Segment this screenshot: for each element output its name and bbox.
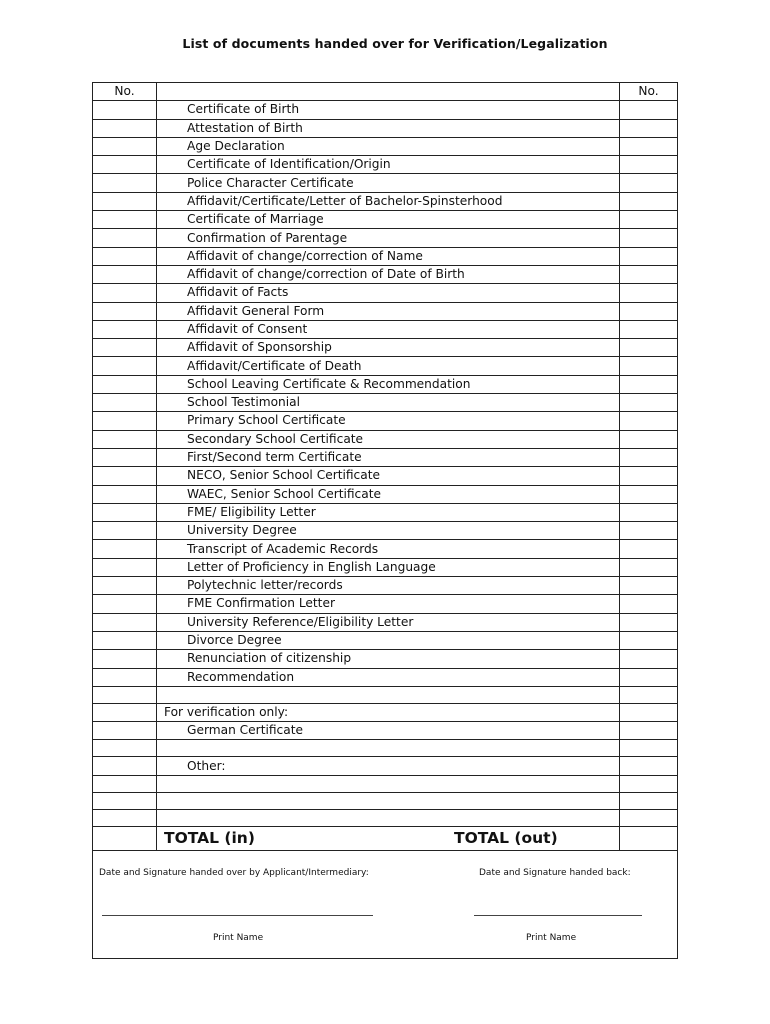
other-row bbox=[93, 757, 678, 775]
left-no-cell bbox=[93, 540, 157, 558]
header-blank bbox=[157, 83, 620, 101]
blank-cell bbox=[157, 775, 620, 792]
right-no-cell bbox=[620, 339, 678, 357]
document-name: NECO, Senior School Certificate bbox=[157, 467, 620, 485]
left-no-cell bbox=[93, 211, 157, 229]
blank-cell bbox=[157, 686, 620, 703]
document-row bbox=[93, 302, 678, 320]
document-row bbox=[93, 595, 678, 613]
right-no-cell bbox=[620, 101, 678, 119]
right-no-cell bbox=[620, 192, 678, 210]
left-no-cell bbox=[93, 485, 157, 503]
document-row bbox=[93, 650, 678, 668]
right-no-cell bbox=[620, 302, 678, 320]
document-name: Letter of Proficiency in English Language bbox=[157, 558, 620, 576]
document-name: WAEC, Senior School Certificate bbox=[157, 485, 620, 503]
left-no-cell bbox=[93, 394, 157, 412]
left-no-cell bbox=[93, 613, 157, 631]
left-no-cell bbox=[93, 503, 157, 521]
right-no-cell bbox=[620, 320, 678, 338]
right-no-cell bbox=[620, 174, 678, 192]
left-no-cell bbox=[93, 595, 157, 613]
document-title: List of documents handed over for Verification/Legalization bbox=[182, 36, 608, 51]
right-no-cell bbox=[620, 412, 678, 430]
document-name: Primary School Certificate bbox=[157, 412, 620, 430]
document-row bbox=[93, 284, 678, 302]
left-no-cell bbox=[93, 775, 157, 792]
right-no-cell bbox=[620, 247, 678, 265]
right-no-cell bbox=[620, 357, 678, 375]
document-name: Certificate of Identification/Origin bbox=[157, 156, 620, 174]
left-no-cell bbox=[93, 558, 157, 576]
document-name: Affidavit General Form bbox=[157, 302, 620, 320]
left-no-cell bbox=[93, 809, 157, 826]
document-row bbox=[93, 192, 678, 210]
other-label: Other: bbox=[157, 757, 620, 775]
left-no-header: No. bbox=[93, 83, 157, 101]
right-no-cell bbox=[620, 394, 678, 412]
document-row bbox=[93, 229, 678, 247]
right-no-cell bbox=[620, 558, 678, 576]
document-row bbox=[93, 522, 678, 540]
right-no-cell bbox=[620, 375, 678, 393]
right-no-cell bbox=[620, 722, 678, 740]
right-no-cell bbox=[620, 577, 678, 595]
right-no-cell bbox=[620, 467, 678, 485]
verification-heading: For verification only: bbox=[157, 703, 620, 721]
left-no-cell bbox=[93, 320, 157, 338]
document-row bbox=[93, 156, 678, 174]
totals-cell bbox=[157, 826, 620, 850]
left-no-cell bbox=[93, 792, 157, 809]
documents-table bbox=[92, 82, 678, 851]
document-row bbox=[93, 503, 678, 521]
document-row bbox=[93, 119, 678, 137]
left-no-cell bbox=[93, 137, 157, 155]
right-no-cell bbox=[620, 792, 678, 809]
handback-signature-line bbox=[474, 915, 642, 916]
document-name: School Testimonial bbox=[157, 394, 620, 412]
right-no-cell bbox=[620, 265, 678, 283]
right-no-cell bbox=[620, 522, 678, 540]
left-no-cell bbox=[93, 229, 157, 247]
left-no-cell bbox=[93, 650, 157, 668]
left-no-cell bbox=[93, 192, 157, 210]
handover-print-name: Print Name bbox=[213, 933, 264, 943]
handback-print-name: Print Name bbox=[526, 933, 577, 943]
right-no-cell bbox=[620, 703, 678, 721]
document-name: Secondary School Certificate bbox=[157, 430, 620, 448]
left-no-cell bbox=[93, 826, 157, 850]
document-row bbox=[93, 137, 678, 155]
document-row bbox=[93, 375, 678, 393]
blank-row bbox=[93, 775, 678, 792]
right-no-cell bbox=[620, 757, 678, 775]
verification-item-row bbox=[93, 722, 678, 740]
document-row bbox=[93, 448, 678, 466]
document-row bbox=[93, 247, 678, 265]
right-no-cell bbox=[620, 119, 678, 137]
document-name: Polytechnic letter/records bbox=[157, 577, 620, 595]
document-name: Certificate of Marriage bbox=[157, 211, 620, 229]
right-no-cell bbox=[620, 631, 678, 649]
left-no-cell bbox=[93, 375, 157, 393]
left-no-cell bbox=[93, 631, 157, 649]
left-no-cell bbox=[93, 668, 157, 686]
left-no-cell bbox=[93, 722, 157, 740]
blank-row bbox=[93, 740, 678, 757]
document-row bbox=[93, 540, 678, 558]
blank-row bbox=[93, 792, 678, 809]
right-no-cell bbox=[620, 156, 678, 174]
document-name: School Leaving Certificate & Recommendation bbox=[157, 375, 620, 393]
total-in-label: TOTAL (in) bbox=[164, 828, 255, 847]
left-no-cell bbox=[93, 284, 157, 302]
document-name: Transcript of Academic Records bbox=[157, 540, 620, 558]
right-no-cell bbox=[620, 668, 678, 686]
document-name: Divorce Degree bbox=[157, 631, 620, 649]
right-no-cell bbox=[620, 211, 678, 229]
right-no-cell bbox=[620, 775, 678, 792]
handover-signature-label: Date and Signature handed over by Applicant/Intermediary: bbox=[99, 868, 369, 878]
document-name: Affidavit of Sponsorship bbox=[157, 339, 620, 357]
document-name: Affidavit of Facts bbox=[157, 284, 620, 302]
document-name: Affidavit/Certificate of Death bbox=[157, 357, 620, 375]
right-no-cell bbox=[620, 485, 678, 503]
right-no-cell bbox=[620, 613, 678, 631]
document-row bbox=[93, 577, 678, 595]
verification-item: German Certificate bbox=[157, 722, 620, 740]
document-row bbox=[93, 558, 678, 576]
document-row bbox=[93, 339, 678, 357]
verification-heading-row bbox=[93, 703, 678, 721]
document-name: Affidavit of Consent bbox=[157, 320, 620, 338]
right-no-header: No. bbox=[620, 83, 678, 101]
document-row bbox=[93, 668, 678, 686]
document-name: Police Character Certificate bbox=[157, 174, 620, 192]
document-name: Affidavit/Certificate/Letter of Bachelor-Spinsterhood bbox=[157, 192, 620, 210]
left-no-cell bbox=[93, 265, 157, 283]
left-no-cell bbox=[93, 740, 157, 757]
total-out-label: TOTAL (out) bbox=[454, 828, 558, 847]
document-name: Certificate of Birth bbox=[157, 101, 620, 119]
document-row bbox=[93, 485, 678, 503]
left-no-cell bbox=[93, 156, 157, 174]
blank-row bbox=[93, 809, 678, 826]
right-no-cell bbox=[620, 430, 678, 448]
totals-row bbox=[93, 826, 678, 850]
right-no-cell bbox=[620, 137, 678, 155]
left-no-cell bbox=[93, 703, 157, 721]
document-row bbox=[93, 430, 678, 448]
right-no-cell bbox=[620, 503, 678, 521]
document-row bbox=[93, 101, 678, 119]
right-no-cell bbox=[620, 284, 678, 302]
left-no-cell bbox=[93, 357, 157, 375]
document-row bbox=[93, 174, 678, 192]
document-row bbox=[93, 412, 678, 430]
verification-form bbox=[92, 82, 678, 959]
left-no-cell bbox=[93, 302, 157, 320]
left-no-cell bbox=[93, 119, 157, 137]
left-no-cell bbox=[93, 448, 157, 466]
handback-signature-label: Date and Signature handed back: bbox=[479, 868, 631, 878]
right-no-cell bbox=[620, 540, 678, 558]
document-row bbox=[93, 357, 678, 375]
document-name: Attestation of Birth bbox=[157, 119, 620, 137]
right-no-cell bbox=[620, 595, 678, 613]
handover-signature-line bbox=[102, 915, 373, 916]
document-name: Confirmation of Parentage bbox=[157, 229, 620, 247]
left-no-cell bbox=[93, 430, 157, 448]
blank-row bbox=[93, 686, 678, 703]
document-name: FME/ Eligibility Letter bbox=[157, 503, 620, 521]
left-no-cell bbox=[93, 412, 157, 430]
document-row bbox=[93, 265, 678, 283]
document-row bbox=[93, 320, 678, 338]
document-row bbox=[93, 631, 678, 649]
document-name: Affidavit of change/correction of Name bbox=[157, 247, 620, 265]
document-name: University Degree bbox=[157, 522, 620, 540]
left-no-cell bbox=[93, 174, 157, 192]
document-row bbox=[93, 211, 678, 229]
document-name: University Reference/Eligibility Letter bbox=[157, 613, 620, 631]
right-no-cell bbox=[620, 826, 678, 850]
document-row bbox=[93, 394, 678, 412]
document-name: Affidavit of change/correction of Date of Birth bbox=[157, 265, 620, 283]
blank-cell bbox=[157, 792, 620, 809]
left-no-cell bbox=[93, 467, 157, 485]
document-row bbox=[93, 613, 678, 631]
blank-cell bbox=[157, 740, 620, 757]
document-row bbox=[93, 467, 678, 485]
left-no-cell bbox=[93, 339, 157, 357]
document-name: First/Second term Certificate bbox=[157, 448, 620, 466]
left-no-cell bbox=[93, 522, 157, 540]
left-no-cell bbox=[93, 686, 157, 703]
document-name: FME Confirmation Letter bbox=[157, 595, 620, 613]
right-no-cell bbox=[620, 229, 678, 247]
right-no-cell bbox=[620, 686, 678, 703]
left-no-cell bbox=[93, 577, 157, 595]
document-name: Age Declaration bbox=[157, 137, 620, 155]
document-name: Recommendation bbox=[157, 668, 620, 686]
right-no-cell bbox=[620, 650, 678, 668]
document-name: Renunciation of citizenship bbox=[157, 650, 620, 668]
left-no-cell bbox=[93, 101, 157, 119]
left-no-cell bbox=[93, 247, 157, 265]
blank-cell bbox=[157, 809, 620, 826]
header-row bbox=[93, 83, 678, 101]
left-no-cell bbox=[93, 757, 157, 775]
right-no-cell bbox=[620, 740, 678, 757]
right-no-cell bbox=[620, 809, 678, 826]
right-no-cell bbox=[620, 448, 678, 466]
